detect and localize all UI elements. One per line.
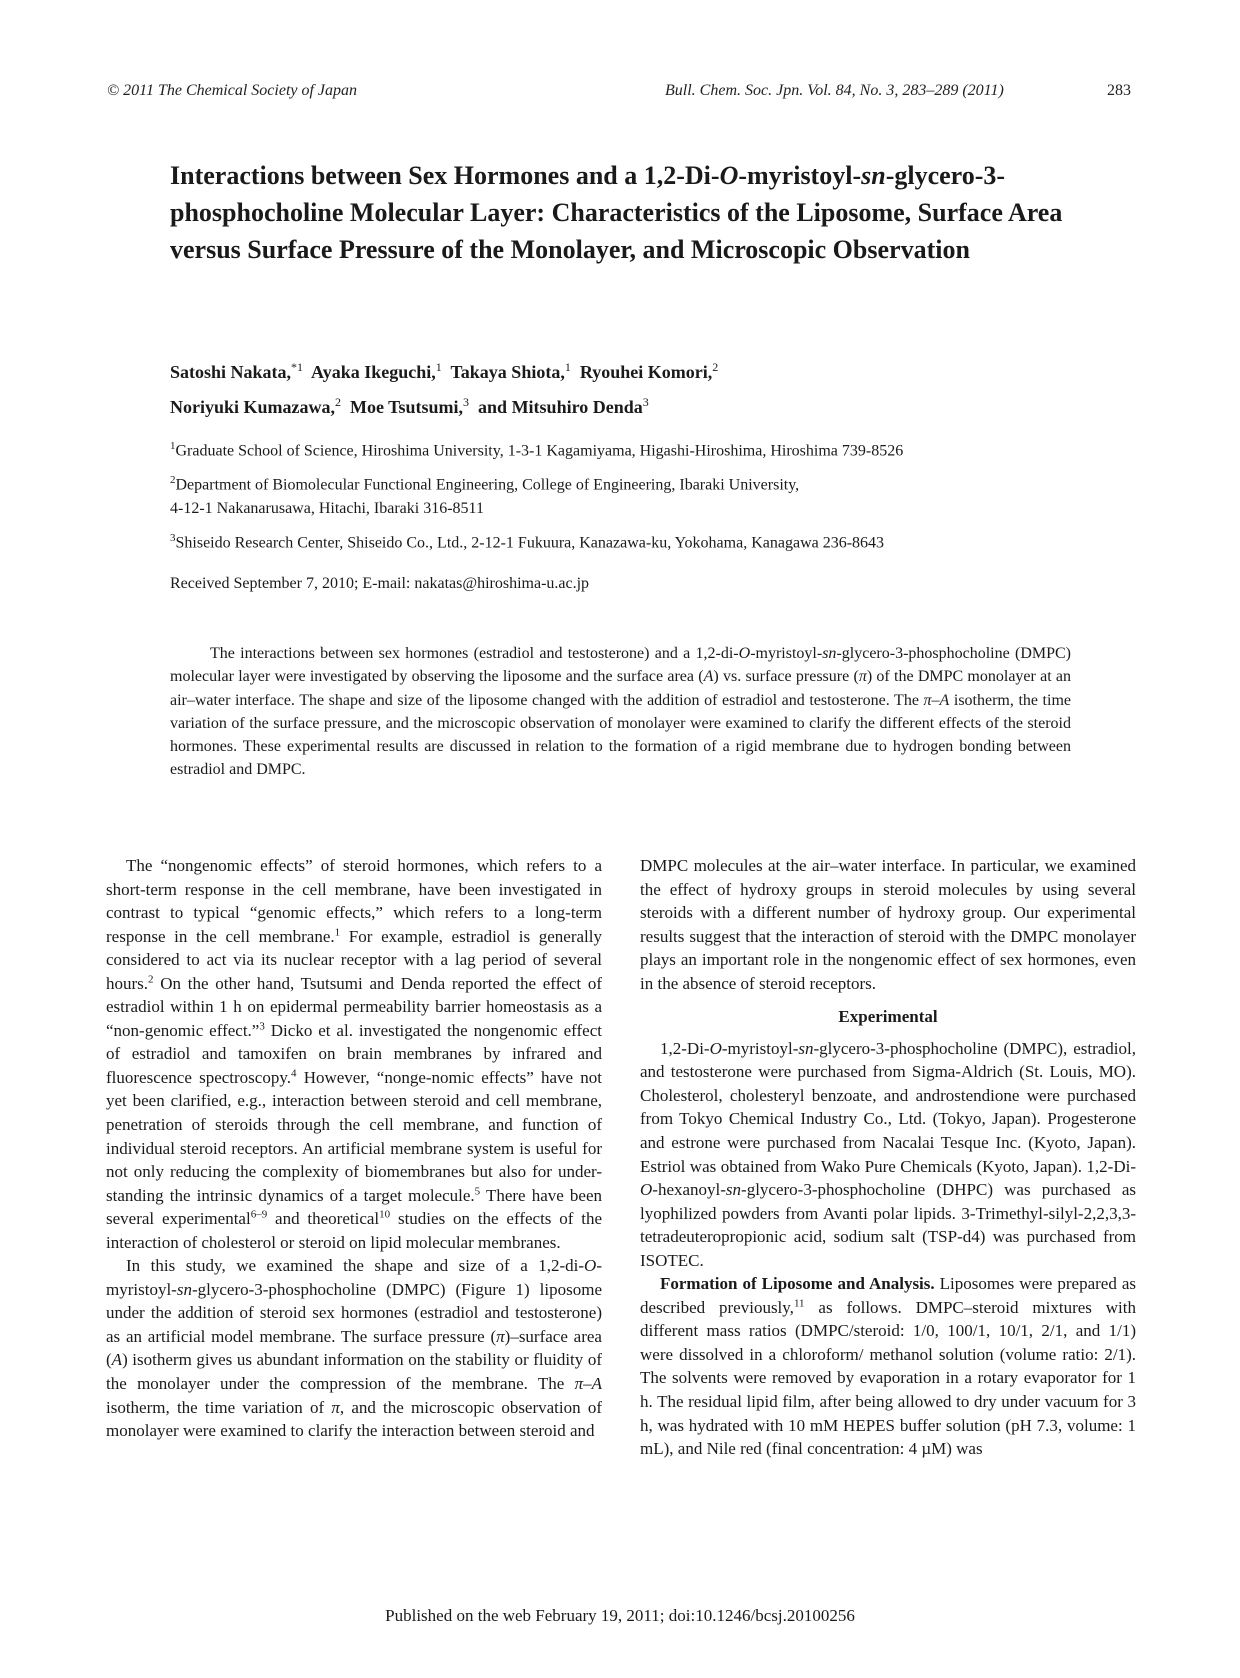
abstract: The interactions between sex hormones (estradiol and testosterone) and a 1,2-di-O-myristoyl-sn-glycero-3-phosphocholine (DMPC) molecular layer were investigated by observing the liposome and the surface area (A) vs. surface pressure (π) of the DMPC monolayer at an air–water interface. The shape and size of the liposome changed with the addition of estradiol and testosterone. The π–A isotherm, the time variation of the surface pressure, and the microscopic observation of monolayer were examined to clarify the different effects of the steroid hormones. These experimental results are discussed in relation to the formation of a rigid membrane due to hydrogen bonding between estradiol and DMPC. bbox=[170, 645, 1072, 779]
paper-title: Interactions between Sex Hormones and a 1,2-Di-O-myristoyl-sn-glycero-3-phosphocholine Molecular Layer: Characteristics of the Liposome, Surface Area versus Surface Pressure of the Monolayer, and Microscopic Observation bbox=[170, 161, 1063, 264]
running-header-copyright: © 2011 The Chemical Society of Japan bbox=[107, 82, 358, 99]
author-list: Satoshi Nakata,$^{*1}$ Ayaka Ikeguchi,$^1$ Takaya Shiota,$^1$ Ryouhei Komori,$^2$ Noriyuki Kumazawa,$^2$ Moe Tsutsumi,$^3$ and Mitsuhiro Denda$^3$ bbox=[170, 360, 719, 417]
section-heading-experimental: Experimental bbox=[838, 1007, 938, 1027]
affiliation-1: $^1$Graduate School of Science, Hiroshima University, 1-3-1 Kagamiyama, Higashi-Hiroshima, Hiroshima 739-8526 bbox=[170, 440, 904, 460]
intro-paragraph-2: In this study, we examined the shape and size of a 1,2-di-O-myristoyl-sn-glycero-3-phosphocholine (DMPC) (Figure 1) liposome under the addition of steroid sex hormones (estradiol and testosterone) as an artificial model membrane. The surface pressure (π)–surface area (A) isotherm gives us abundant information on the stability or fluidity of the monolayer under the compression of the membrane. The π–A isotherm, the time variation of π, and the microscopic observation of monolayer were examined to clarify the interaction between steroid and bbox=[106, 1256, 602, 1441]
experimental-paragraph-1: 1,2-Di-O-myristoyl-sn-glycero-3-phosphocholine (DMPC), estradiol, and testosterone were purchased from Sigma-Aldrich (St. Louis, MO). Cholesterol, cholesteryl benzoate, and androstendione were purchased from Tokyo Chemical Industry Co., Ltd. (Tokyo, Japan). Progesterone and estrone were purchased from Nacalai Tesque Inc. (Kyoto, Japan). Estriol was obtained from Wako Pure Chemicals (Kyoto, Japan). 1,2-Di-O-hexanoyl-sn-glycero-3-phosphocholine (DHPC) was purchased as lyophilized powders from Avanti polar lipids. 3-Trimethyl-silyl-2,2,3,3-tetradeuteropropionic acid, sodium salt (TSP-d4) was purchased from ISOTEC. bbox=[640, 1038, 1136, 1270]
run-in-heading-liposome: Formation of Liposome and Analysis. bbox=[660, 1274, 935, 1294]
page-number: 283 bbox=[1107, 82, 1131, 99]
running-header-journal: Bull. Chem. Soc. Jpn. Vol. 84, No. 3, 283–289 (2011) bbox=[665, 82, 1004, 99]
body-column-left bbox=[106, 854, 602, 1443]
intro-paragraph-1: The “nongenomic effects” of steroid hormones, which refers to a short-term response in the cell membrane, have been investigated in contrast to typical “genomic effects,” which refers to a long-term response in the cell membrane.$^1$ For example, estradiol is generally considered to act via its nuclear receptor with a lag period of several hours.$^2$ On the other hand, Tsutsumi and Denda reported the effect of estradiol within 1 h on epidermal permeability barrier homeostasis as a “non-genomic effect.”$^3$ Dicko et al. investigated the nongenomic effect of estradiol and tamoxifen on brain membranes by infrared and fluorescence spectroscopy.$^4$ However, “nonge-nomic effects” have not yet been clarified, e.g., interaction between steroid and cell membrane, penetration of steroids through the cell membrane, and function of individual steroid receptors. An artificial membrane system is useful for not only reducing the complexity of biomembranes but also for under-standing the intrinsic dynamics of a target molecule.$^5$ There have been several experimental$^{6-9}$ and theoretical$^{10}$ studies on the effects of the interaction of cholesterol or steroid on lipid molecular membranes. bbox=[106, 856, 603, 1252]
publication-footer: Published on the web February 19, 2011; doi:10.1246/bcsj.20100256 bbox=[385, 1606, 855, 1625]
received-email-line: Received September 7, 2010; E-mail: nakatas@hiroshima-u.ac.jp bbox=[170, 575, 590, 592]
affiliation-2: $^2$Department of Biomolecular Functional Engineering, College of Engineering, Ibaraki University, 4-12-1 Nakanarusawa, Hitachi, Ibaraki 316-8511 bbox=[170, 474, 800, 518]
experimental-paragraph-2: Formation of Liposome and Analysis. Liposomes were prepared as described previously,$^{11}$ as follows. DMPC–steroid mixtures with different mass ratios (DMPC/steroid: 1/0, 100/1, 10/1, 2/1, and 1/1) were dissolved in a chloroform/ methanol solution (volume ratio: 2/1). The solvents were removed by evaporation in a rotary evaporator for 1 h. The residual lipid film, after being allowed to dry under vacuum for 3 h, was hydrated with 10 mM HEPES buffer solution (pH 7.3, volume: 1 mL), and Nile red (final concentration: 4 µM) was bbox=[640, 1274, 1136, 1459]
intro-paragraph-continued: DMPC molecules at the air–water interface. In particular, we examined the effect of hydroxy groups in steroid molecules by using several steroids with a different number of hydroxy group. Our experimental results suggest that the interaction of steroid with the DMPC monolayer plays an important role in the nongenomic effect of sex hormones, even in the absence of steroid receptors. bbox=[640, 856, 1136, 993]
body-column-right bbox=[640, 854, 1136, 1461]
affiliation-3: $^3$Shiseido Research Center, Shiseido Co., Ltd., 2-12-1 Fukuura, Kanazawa-ku, Yokohama, Kanagawa 236-8643 bbox=[170, 532, 885, 552]
